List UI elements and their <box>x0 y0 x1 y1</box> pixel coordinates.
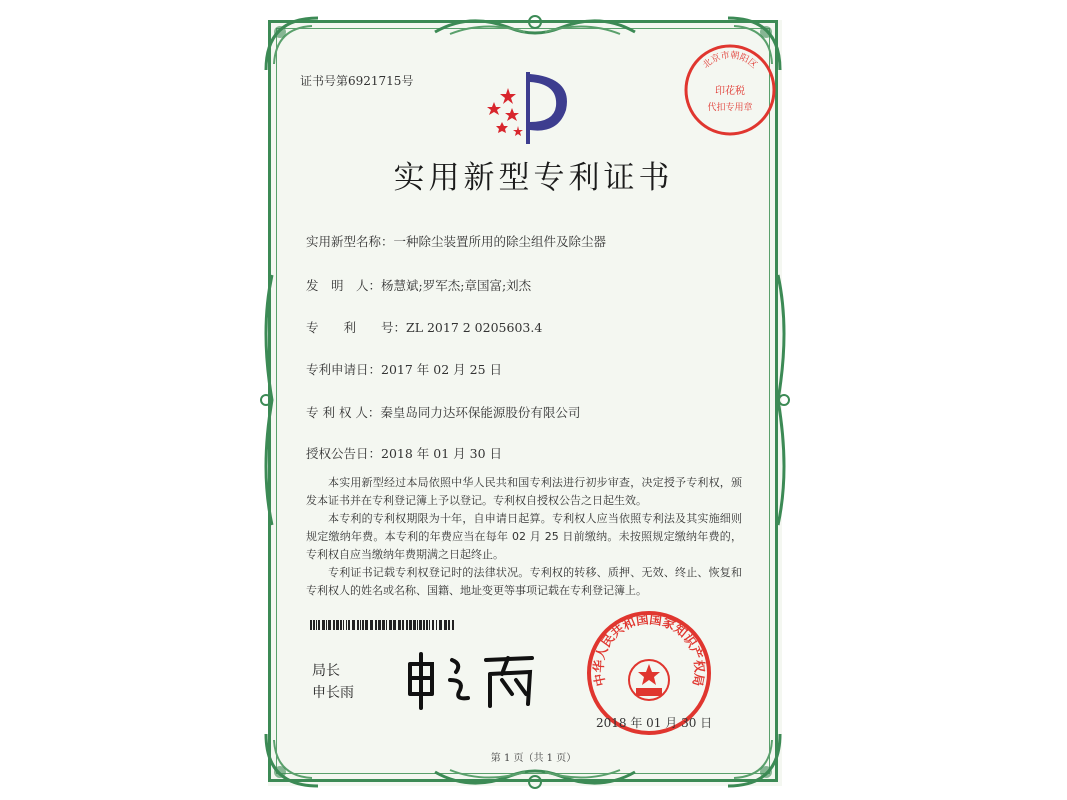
body-paragraph: 专利证书记载专利权登记时的法律状况。专利权的转移、质押、无效、终止、恢复和专利权人的姓名或名称、国籍、地址变更等事项记载在专利登记簿上。 <box>306 566 742 597</box>
patent-number-row <box>306 318 542 336</box>
barcode <box>310 620 458 630</box>
barcode-bar <box>439 620 442 630</box>
barcode-bar <box>362 620 364 630</box>
inventor-label: 发 明 人： <box>306 278 382 293</box>
patent-office-logo <box>478 68 578 148</box>
top-ornament <box>430 10 640 40</box>
barcode-bar <box>426 620 428 630</box>
holder-label: 专 利 权 人： <box>306 405 381 420</box>
barcode-bar <box>352 620 355 630</box>
patent-value: ZL 2017 2 0205603.4 <box>406 320 543 335</box>
barcode-bar <box>310 620 312 630</box>
bottom-ornament <box>430 764 640 794</box>
patentee-row <box>306 403 580 421</box>
barcode-bar <box>393 620 396 630</box>
barcode-bar <box>343 620 344 630</box>
seal-date: 2018 年 01 月 30 日 <box>596 716 713 730</box>
barcode-bar <box>398 620 401 630</box>
barcode-bar <box>326 620 327 630</box>
body-paragraph: 本实用新型经过本局依照中华人民共和国专利法进行初步审查，决定授予专利权，颁发本证书并在专利登记簿上予以登记。专利权自授权公告之日起生效。 <box>306 476 742 507</box>
barcode-bar <box>316 620 317 630</box>
patent-label: 专 利 号： <box>306 320 407 335</box>
director-name: 申长雨 <box>312 685 354 701</box>
barcode-bar <box>386 620 387 630</box>
barcode-bar <box>389 620 392 630</box>
certificate-title: 实用新型专利证书 <box>393 160 674 196</box>
barcode-bar <box>413 620 416 630</box>
name-label: 实用新型名称： <box>306 234 394 249</box>
barcode-bar <box>322 620 325 630</box>
filing-label: 专利申请日： <box>306 362 382 377</box>
svg-text:印花税: 印花税 <box>715 86 745 97</box>
barcode-bar <box>333 620 335 630</box>
barcode-bar <box>357 620 359 630</box>
barcode-bar <box>340 620 342 630</box>
barcode-bar <box>348 620 350 630</box>
inventor-row <box>306 276 531 294</box>
barcode-bar <box>423 620 425 630</box>
director-title: 局长 <box>312 663 340 679</box>
announce-label: 授权公告日： <box>306 446 382 461</box>
svg-text:北京市朝阳区: 北京市朝阳区 <box>701 50 759 71</box>
barcode-bar <box>313 620 315 630</box>
body-paragraph: 本专利的专利权期限为十年，自申请日起算。专利权人应当依照专利法及其实施细则规定缴纳年费。本专利的年费应当在每年 02 月 25 日前缴纳。未按照规定缴纳年费的，专利权自应当缴纳年费期满之日起终止。 <box>306 512 742 561</box>
corner-ornament-tl <box>262 14 322 74</box>
holder-value: 秦皇岛同力达环保能源股份有限公司 <box>380 405 581 420</box>
announcement-date-row <box>306 444 502 462</box>
svg-text:中华人民共和国国家知识产权局: 中华人民共和国国家知识产权局 <box>590 611 708 688</box>
filing-date-row <box>306 360 502 378</box>
right-ornament <box>772 270 792 530</box>
certificate-number: 证书号第6921715号 <box>300 74 414 88</box>
barcode-bar <box>452 620 454 630</box>
barcode-bar <box>328 620 331 630</box>
left-ornament <box>258 270 278 530</box>
announce-value: 2018 年 01 月 30 日 <box>381 446 503 461</box>
tax-stamp <box>680 40 780 140</box>
barcode-bar <box>382 620 385 630</box>
barcode-bar <box>336 620 339 630</box>
barcode-bar <box>409 620 412 630</box>
svg-text:代扣专用章: 代扣专用章 <box>707 103 753 113</box>
filing-value: 2017 年 02 月 25 日 <box>381 362 503 377</box>
barcode-bar <box>417 620 418 630</box>
barcode-bar <box>432 620 434 630</box>
barcode-bar <box>444 620 447 630</box>
barcode-bar <box>378 620 381 630</box>
inventor-value: 杨慧斌;罗军杰;章国富;刘杰 <box>381 278 532 293</box>
barcode-bar <box>402 620 404 630</box>
barcode-bar <box>436 620 437 630</box>
director-signature <box>402 650 542 710</box>
utility-model-name-row <box>306 232 606 250</box>
barcode-bar <box>448 620 450 630</box>
barcode-bar <box>365 620 368 630</box>
barcode-bar <box>429 620 430 630</box>
director-block <box>312 660 354 704</box>
name-value: 一种除尘装置所用的除尘组件及除尘器 <box>393 234 607 249</box>
barcode-bar <box>346 620 347 630</box>
barcode-bar <box>318 620 320 630</box>
barcode-bar <box>370 620 373 630</box>
barcode-bar <box>406 620 408 630</box>
barcode-bar <box>375 620 377 630</box>
barcode-bar <box>419 620 422 630</box>
barcode-bar <box>360 620 361 630</box>
page-number: 第 1 页（共 1 页） <box>490 753 577 764</box>
certificate-body <box>306 474 742 600</box>
